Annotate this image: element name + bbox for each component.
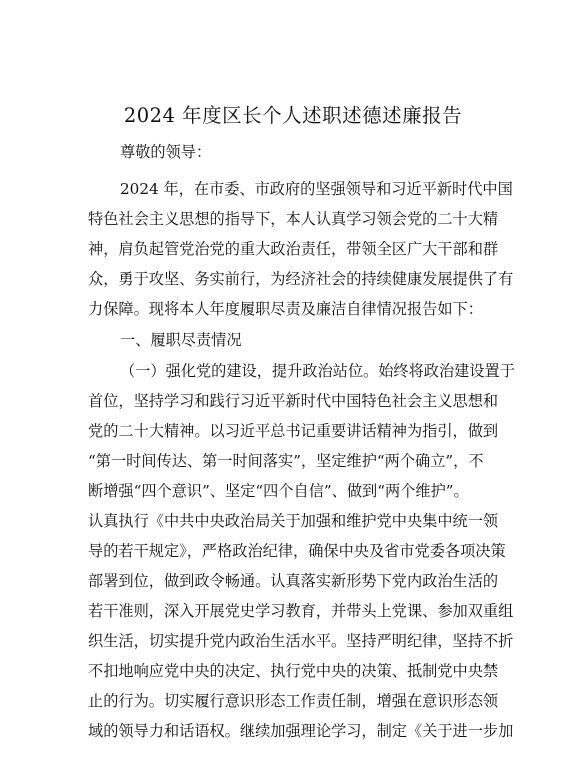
document-title: 2024 年度区长个人述职述德述廉报告	[123, 104, 463, 127]
body-line: 织生活，切实提升党内政治生活水平。坚持严明纪律，坚持不折	[88, 632, 514, 650]
body-line: 党的二十大精神。以习近平总书记重要讲话精神为指引，做到	[88, 422, 499, 440]
body-line: 若干准则，深入开展党史学习教育，并带头上党课、参加双重组	[88, 602, 514, 620]
body-line: 部署到位，做到政令畅通。认真落实新形势下党内政治生活的	[88, 572, 499, 590]
intro-line: 神，肩负起管党治党的重大政治责任，带领全区广大干部和群	[88, 240, 499, 258]
intro-line: 力保障。现将本人年度履职尽责及廉洁自律情况报告如下：	[88, 300, 483, 318]
body-line: 导的若干规定》，严格政治纪律，确保中央及省市党委各项决策	[88, 542, 506, 560]
salutation: 尊敬的领导：	[120, 143, 212, 161]
intro-line: 众，勇于攻坚、务实前行，为经济社会的持续健康发展提供了有	[88, 270, 514, 288]
body-line: 不扣地响应党中央的决定、执行党中央的决策、抵制党中央禁	[88, 662, 499, 680]
body-line: 首位，坚持学习和践行习近平新时代中国特色社会主义思想和	[88, 392, 499, 410]
intro-line: 2024 年，在市委、市政府的坚强领导和习近平新时代中国	[120, 180, 513, 198]
body-line: 断增强“四个意识”、坚定“四个自信”、做到“两个维护”。	[88, 482, 469, 500]
intro-line: 特色社会主义思想的指导下，本人认真学习领会党的二十大精	[88, 210, 499, 228]
body-line: 认真执行《中共中央政治局关于加强和维护党中央集中统一领	[88, 512, 499, 530]
body-line: 域的领导力和话语权。继续加强理论学习，制定《关于进一步加	[88, 722, 514, 740]
body-line: （一）强化党的建设，提升政治站位。始终将政治建设置于	[120, 362, 515, 380]
body-line: 止的行为。切实履行意识形态工作责任制，增强在意识形态领	[88, 692, 499, 710]
section-heading: 一、履职尽责情况	[120, 331, 242, 349]
body-line: “第一时间传达、第一时间落实”，坚定维护“两个确立”，不	[88, 452, 484, 470]
